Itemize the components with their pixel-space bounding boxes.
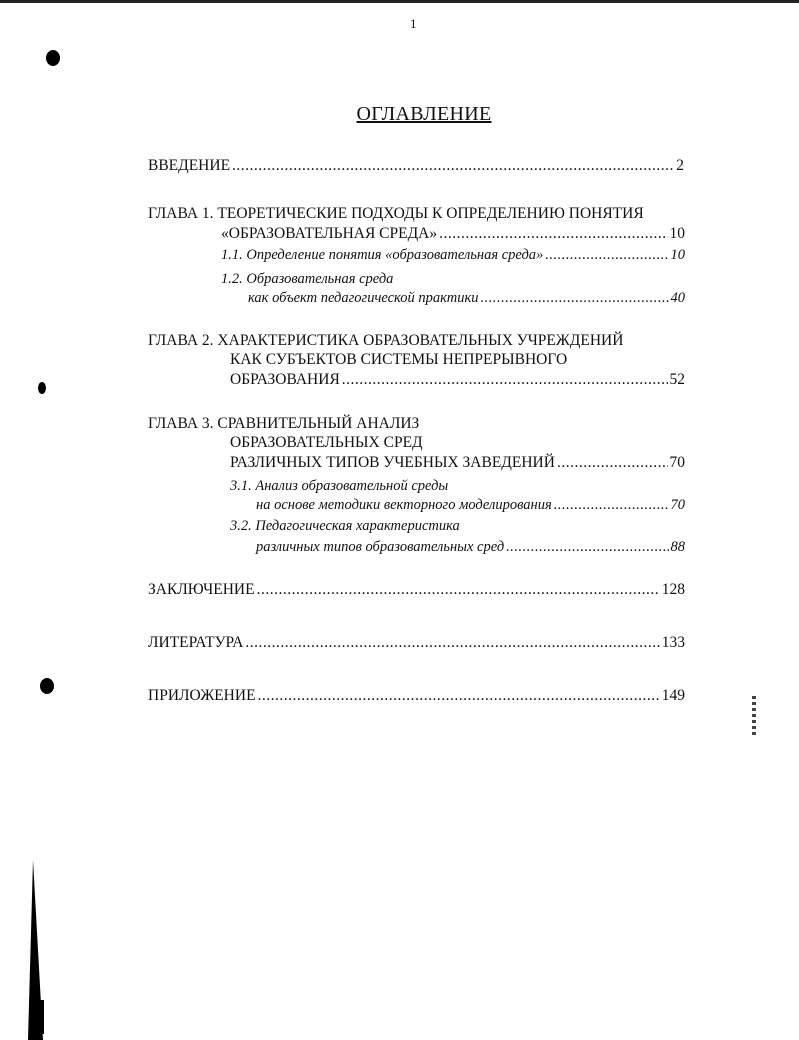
toc-section-3-1-title[interactable]: 3.1. Анализ образовательной среды xyxy=(230,478,449,494)
toc-label: РАЗЛИЧНЫХ ТИПОВ УЧЕБНЫХ ЗАВЕДЕНИЙ xyxy=(230,454,555,471)
toc-page: 133 xyxy=(661,634,685,651)
leader-dots xyxy=(245,633,659,653)
leader-dots xyxy=(342,370,668,390)
toc-page: 10 xyxy=(669,225,685,242)
toc-entry-section-1-1[interactable] xyxy=(221,245,685,265)
toc-entry-intro[interactable] xyxy=(148,156,684,176)
toc-section-3-2-title[interactable]: 3.2. Педагогическая характеристика xyxy=(230,518,460,534)
toc-entry-chapter1[interactable] xyxy=(221,224,685,244)
toc-label: различных типов образовательных сред xyxy=(256,539,505,555)
punch-hole xyxy=(38,382,46,394)
toc-label: ВВЕДЕНИЕ xyxy=(148,157,231,174)
leader-dots xyxy=(545,245,668,265)
page-title: ОГЛАВЛЕНИЕ xyxy=(356,103,492,125)
toc-page: 52 xyxy=(669,371,685,388)
toc-page: 10 xyxy=(670,247,685,263)
leader-dots xyxy=(557,453,668,473)
leader-dots xyxy=(554,495,669,515)
toc-page: 40 xyxy=(670,290,685,306)
page-number: 1 xyxy=(410,16,417,31)
toc-page: 70 xyxy=(670,497,685,513)
toc-label: ПРИЛОЖЕНИЕ xyxy=(148,687,256,704)
leader-dots xyxy=(481,288,669,308)
scan-edge-top xyxy=(0,0,799,3)
toc-label: ЗАКЛЮЧЕНИЕ xyxy=(148,581,255,598)
toc-chapter3-title[interactable]: ГЛАВА 3. СРАВНИТЕЛЬНЫЙ АНАЛИЗ xyxy=(148,415,420,432)
leader-dots xyxy=(506,537,668,557)
toc-chapter2-title-cont[interactable]: КАК СУБЪЕКТОВ СИСТЕМЫ НЕПРЕРЫВНОГО xyxy=(230,351,568,368)
toc-label: 1.1. Определение понятия «образовательная среда» xyxy=(221,247,544,263)
leader-dots xyxy=(258,686,660,706)
toc-entry-chapter2[interactable] xyxy=(230,370,685,390)
toc-page: 149 xyxy=(661,687,685,704)
toc-chapter3-title-cont[interactable]: ОБРАЗОВАТЕЛЬНЫХ СРЕД xyxy=(230,434,423,451)
leader-dots xyxy=(232,156,674,176)
toc-entry-conclusion[interactable] xyxy=(148,580,685,600)
scan-shadow xyxy=(30,1000,44,1034)
toc-entry-literature[interactable] xyxy=(148,633,685,653)
toc-label: как объект педагогической практики xyxy=(248,290,479,306)
scan-edge-mark xyxy=(752,696,756,736)
toc-label: на основе методики векторного моделирования xyxy=(256,497,552,513)
punch-hole xyxy=(40,678,54,694)
toc-entry-chapter3[interactable] xyxy=(230,453,685,473)
toc-label: ЛИТЕРАТУРА xyxy=(148,634,244,651)
toc-chapter2-title[interactable]: ГЛАВА 2. ХАРАКТЕРИСТИКА ОБРАЗОВАТЕЛЬНЫХ УЧРЕЖДЕНИЙ xyxy=(148,332,624,349)
toc-page: 88 xyxy=(670,539,685,555)
toc-page: 2 xyxy=(676,157,684,174)
toc-entry-section-3-2[interactable] xyxy=(256,537,685,557)
toc-entry-section-1-2[interactable] xyxy=(248,288,685,308)
toc-entry-appendix[interactable] xyxy=(148,686,685,706)
leader-dots xyxy=(439,224,667,244)
toc-section-1-2-title[interactable]: 1.2. Образовательная среда xyxy=(221,271,394,287)
toc-label: «ОБРАЗОВАТЕЛЬНАЯ СРЕДА» xyxy=(221,225,438,242)
toc-chapter1-title[interactable]: ГЛАВА 1. ТЕОРЕТИЧЕСКИЕ ПОДХОДЫ К ОПРЕДЕЛЕНИЮ ПОНЯТИЯ xyxy=(148,205,644,222)
toc-label: ОБРАЗОВАНИЯ xyxy=(230,371,340,388)
toc-page: 128 xyxy=(661,581,685,598)
toc-entry-section-3-1[interactable] xyxy=(256,495,685,515)
toc-page: 70 xyxy=(669,454,685,471)
punch-hole xyxy=(46,50,60,66)
leader-dots xyxy=(257,580,660,600)
